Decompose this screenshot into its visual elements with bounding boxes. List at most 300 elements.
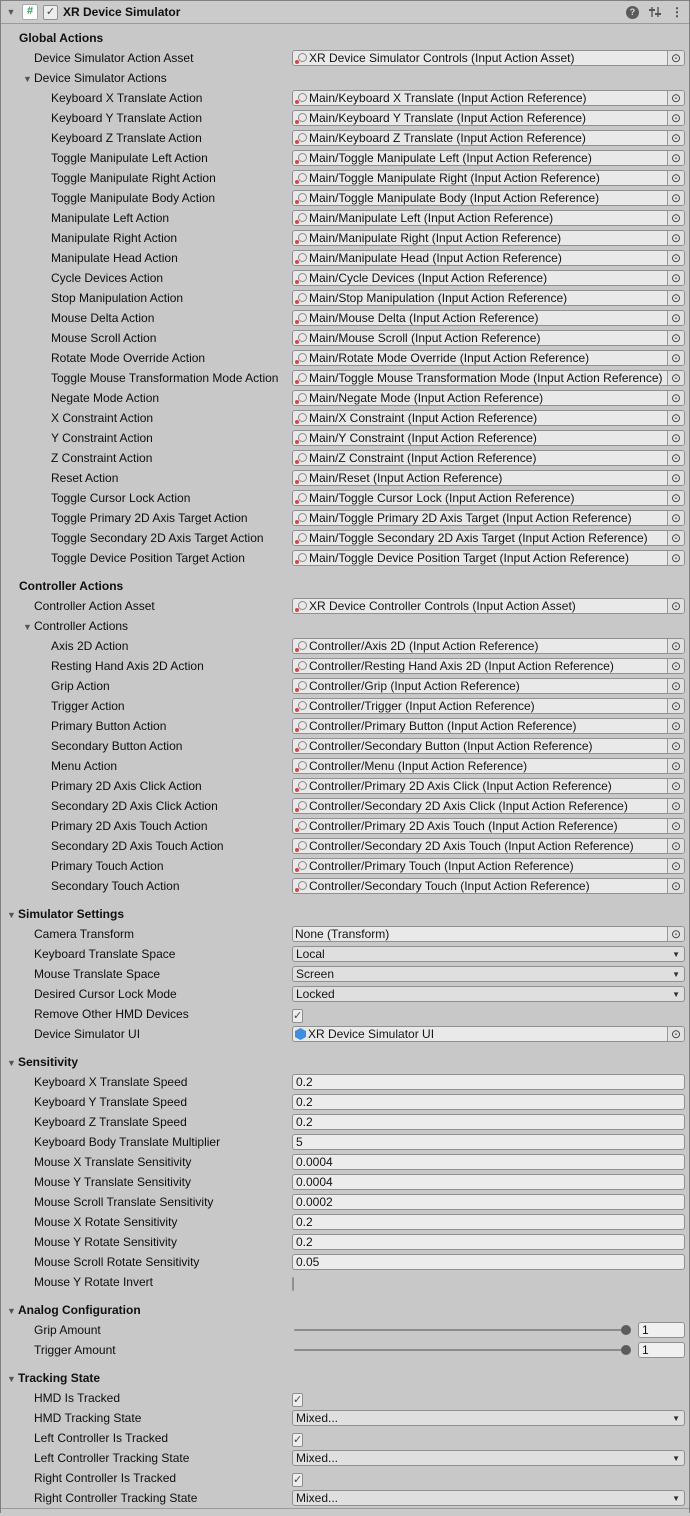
object-picker-button[interactable]: ⊙ [667, 1027, 684, 1041]
row-analog-configuration [1, 1300, 689, 1320]
field-value-area [292, 1174, 685, 1190]
input-action-asset-icon [295, 192, 307, 205]
slider-field [292, 1342, 685, 1358]
field-label-area [1, 1468, 292, 1488]
row-keyboard-y-translate-action [1, 108, 689, 128]
field-label: Controller Action Asset [34, 599, 155, 613]
object-field-value: Main/Keyboard X Translate (Input Action Reference) [309, 91, 587, 105]
object-picker-button[interactable]: ⊙ [667, 491, 684, 505]
foldout-arrow-icon[interactable]: ▼ [7, 1306, 16, 1316]
foldout-arrow-icon[interactable]: ▼ [23, 74, 32, 84]
object-field-value: Main/Toggle Mouse Transformation Mode (Input Action Reference) [309, 371, 663, 385]
object-picker-button[interactable]: ⊙ [667, 251, 684, 265]
field-label-area [1, 188, 292, 208]
object-picker-button[interactable]: ⊙ [667, 799, 684, 813]
object-field[interactable] [292, 150, 685, 166]
input-action-asset-icon [295, 92, 307, 105]
object-picker-button[interactable]: ⊙ [667, 679, 684, 693]
dropdown-value: Mixed... [296, 1491, 339, 1505]
foldout-arrow-icon[interactable]: ▼ [7, 1058, 16, 1068]
field-label-area [1, 128, 292, 148]
input-action-asset-icon [295, 372, 307, 385]
object-picker-button[interactable]: ⊙ [667, 839, 684, 853]
field-label-area [1, 348, 292, 368]
section-label: Global Actions [19, 31, 104, 45]
field-label: Keyboard X Translate Speed [34, 1075, 188, 1089]
object-field[interactable] [292, 50, 685, 66]
object-field[interactable] [292, 310, 685, 326]
slider-number-input[interactable]: 1 [638, 1342, 685, 1358]
field-label-area [1, 1368, 292, 1388]
field-label-area [1, 288, 292, 308]
field-label: Keyboard Y Translate Speed [34, 1095, 187, 1109]
object-field[interactable] [292, 1026, 685, 1042]
header-actions [626, 5, 683, 19]
field-label-area [1, 268, 292, 288]
number-input[interactable]: 0.05 [292, 1254, 685, 1270]
number-input[interactable]: 0.0004 [292, 1174, 685, 1190]
checkbox[interactable]: ✓ [293, 1394, 303, 1406]
object-picker-button[interactable]: ⊙ [667, 927, 684, 941]
foldout-arrow-icon[interactable]: ▼ [7, 1374, 16, 1384]
row-menu-action [1, 756, 689, 776]
object-picker-button[interactable]: ⊙ [667, 659, 684, 673]
field-value-area [292, 1390, 685, 1406]
object-field[interactable] [292, 510, 685, 526]
input-action-asset-icon [295, 212, 307, 225]
object-field[interactable] [292, 270, 685, 286]
object-field[interactable] [292, 170, 685, 186]
object-picker-button[interactable]: ⊙ [667, 151, 684, 165]
number-input[interactable]: 0.0004 [292, 1154, 685, 1170]
field-value-area [292, 330, 685, 346]
field-value-area [292, 110, 685, 126]
input-action-asset-icon [295, 492, 307, 505]
row-mouse-scroll-action [1, 328, 689, 348]
field-label: Mouse Y Rotate Invert [34, 1275, 153, 1289]
field-value-area [292, 150, 685, 166]
checkbox[interactable]: ✓ [293, 1474, 303, 1486]
field-label: Secondary 2D Axis Touch Action [51, 839, 224, 853]
object-field-value: Main/Rotate Mode Override (Input Action Reference) [309, 351, 590, 365]
checkbox[interactable]: ✓ [293, 1010, 303, 1022]
row-device-simulator-ui [1, 1024, 689, 1044]
field-label-area [1, 1428, 292, 1448]
field-label: Manipulate Right Action [51, 231, 178, 245]
object-field[interactable] [292, 678, 685, 694]
field-label: Left Controller Is Tracked [34, 1431, 169, 1445]
field-value-area [292, 1094, 685, 1110]
object-field-value: Controller/Secondary 2D Axis Click (Input Action Reference) [309, 799, 628, 813]
field-label: Mouse Translate Space [34, 967, 161, 981]
field-label-area [1, 696, 292, 716]
section-label: Controller Actions [19, 579, 124, 593]
field-label: Remove Other HMD Devices [34, 1007, 189, 1021]
object-field-value: Main/Reset (Input Action Reference) [309, 471, 503, 485]
field-value-area [292, 470, 685, 486]
input-action-asset-icon [295, 532, 307, 545]
field-label: Primary Button Action [51, 719, 167, 733]
object-picker-button[interactable]: ⊙ [667, 511, 684, 525]
dropdown-field[interactable] [292, 946, 685, 962]
section-spacer [1, 1044, 689, 1052]
object-picker-button[interactable]: ⊙ [667, 351, 684, 365]
field-label: Keyboard X Translate Action [51, 91, 203, 105]
object-picker-button[interactable]: ⊙ [667, 779, 684, 793]
field-label-area [1, 248, 292, 268]
field-value-area [292, 290, 685, 306]
object-field-value: Main/Toggle Manipulate Left (Input Action Reference) [309, 151, 592, 165]
foldout-arrow-icon[interactable]: ▼ [7, 910, 16, 920]
row-manipulate-left-action [1, 208, 689, 228]
object-picker-button[interactable]: ⊙ [667, 639, 684, 653]
field-label-area [1, 1252, 292, 1272]
field-value-area [292, 778, 685, 794]
row-mouse-translate-space [1, 964, 689, 984]
input-action-asset-icon [295, 780, 307, 793]
row-toggle-primary-2d-axis-target-action [1, 508, 689, 528]
object-field-value: Main/Mouse Delta (Input Action Reference) [309, 311, 539, 325]
slider-track[interactable] [294, 1329, 625, 1331]
dropdown-field[interactable] [292, 986, 685, 1002]
field-label: Negate Mode Action [51, 391, 160, 405]
object-field-value: Main/Stop Manipulation (Input Action Reference) [309, 291, 568, 305]
object-field[interactable] [292, 638, 685, 654]
object-field[interactable] [292, 390, 685, 406]
object-picker-button[interactable]: ⊙ [667, 91, 684, 105]
field-value-area [292, 1154, 685, 1170]
object-field[interactable] [292, 470, 685, 486]
object-field[interactable] [292, 738, 685, 754]
dropdown-field[interactable] [292, 966, 685, 982]
object-field-value: Main/Toggle Secondary 2D Axis Target (Input Action Reference) [309, 531, 648, 545]
object-field[interactable] [292, 818, 685, 834]
object-field[interactable] [292, 658, 685, 674]
input-action-asset-icon [295, 172, 307, 185]
input-action-asset-icon [295, 660, 307, 673]
field-value-area [292, 758, 685, 774]
object-picker-button[interactable]: ⊙ [667, 331, 684, 345]
component-title: XR Device Simulator [63, 5, 181, 19]
field-value-area [292, 718, 685, 734]
input-action-asset-icon [295, 252, 307, 265]
row-primary-2d-axis-click-action [1, 776, 689, 796]
object-picker-button[interactable]: ⊙ [667, 719, 684, 733]
row-toggle-cursor-lock-action [1, 488, 689, 508]
input-action-asset-icon [295, 432, 307, 445]
object-picker-button[interactable]: ⊙ [667, 859, 684, 873]
object-field[interactable] [292, 530, 685, 546]
field-label-area [1, 408, 292, 428]
object-field[interactable] [292, 210, 685, 226]
field-label: Mouse Y Translate Sensitivity [34, 1175, 191, 1189]
object-field[interactable] [292, 110, 685, 126]
row-mouse-x-translate-sensitivity [1, 1152, 689, 1172]
number-input[interactable]: 5 [292, 1134, 685, 1150]
field-label: Trigger Action [51, 699, 125, 713]
object-picker-button[interactable]: ⊙ [667, 131, 684, 145]
field-label: Resting Hand Axis 2D Action [51, 659, 204, 673]
object-field[interactable] [292, 190, 685, 206]
object-field[interactable] [292, 758, 685, 774]
field-label-area [1, 1408, 292, 1428]
field-value-area [292, 410, 685, 426]
number-input[interactable]: 0.2 [292, 1214, 685, 1230]
row-left-controller-tracking-state [1, 1448, 689, 1468]
object-picker-button[interactable]: ⊙ [667, 531, 684, 545]
object-picker-button[interactable]: ⊙ [667, 739, 684, 753]
row-mouse-scroll-translate-sensitivity [1, 1192, 689, 1212]
row-reset-action [1, 468, 689, 488]
field-value-area [292, 490, 685, 506]
foldout-label[interactable]: Tracking State [18, 1371, 101, 1385]
object-picker-button[interactable]: ⊙ [667, 599, 684, 613]
object-field[interactable] [292, 350, 685, 366]
input-action-asset-icon [295, 312, 307, 325]
object-field-value: Main/Toggle Manipulate Body (Input Action Reference) [309, 191, 600, 205]
kebab-menu-icon[interactable]: ⋮ [671, 5, 683, 19]
field-label: Mouse Y Rotate Sensitivity [34, 1235, 177, 1249]
object-picker-button[interactable]: ⊙ [667, 231, 684, 245]
object-field[interactable] [292, 698, 685, 714]
object-field[interactable] [292, 250, 685, 266]
object-field[interactable] [292, 598, 685, 614]
object-picker-button[interactable]: ⊙ [667, 271, 684, 285]
input-action-asset-icon [295, 680, 307, 693]
input-action-asset-icon [295, 760, 307, 773]
object-field[interactable] [292, 490, 685, 506]
input-action-asset-icon [295, 552, 307, 565]
row-secondary-button-action [1, 736, 689, 756]
object-picker-button[interactable]: ⊙ [667, 819, 684, 833]
row-controller-action-asset [1, 596, 689, 616]
row-controller-actions [1, 576, 689, 596]
object-picker-button[interactable]: ⊙ [667, 171, 684, 185]
object-field-value: Main/Toggle Device Position Target (Input Action Reference) [309, 551, 629, 565]
object-field-value: Main/X Constraint (Input Action Reference) [309, 411, 538, 425]
row-manipulate-head-action [1, 248, 689, 268]
foldout-label[interactable]: Device Simulator Actions [34, 71, 167, 85]
object-picker-button[interactable]: ⊙ [667, 431, 684, 445]
row-primary-touch-action [1, 856, 689, 876]
row-mouse-scroll-rotate-sensitivity [1, 1252, 689, 1272]
field-label: Left Controller Tracking State [34, 1451, 190, 1465]
foldout-label[interactable]: Controller Actions [34, 619, 129, 633]
object-field-value: Main/Manipulate Left (Input Action Reference) [309, 211, 554, 225]
component-foldout-icon[interactable]: ▼ [6, 7, 16, 17]
object-field-value: Controller/Primary 2D Axis Touch (Input Action Reference) [309, 819, 618, 833]
row-secondary-2d-axis-touch-action [1, 836, 689, 856]
object-field[interactable] [292, 290, 685, 306]
field-value-area [292, 698, 685, 714]
field-label: Grip Action [51, 679, 110, 693]
number-input[interactable]: 0.2 [292, 1074, 685, 1090]
field-value-area [292, 510, 685, 526]
object-picker-button[interactable]: ⊙ [667, 311, 684, 325]
field-label: HMD Tracking State [34, 1411, 142, 1425]
object-field[interactable] [292, 90, 685, 106]
field-label: Keyboard Z Translate Action [51, 131, 202, 145]
row-keyboard-z-translate-action [1, 128, 689, 148]
object-field[interactable] [292, 130, 685, 146]
field-label: Manipulate Left Action [51, 211, 170, 225]
slider-handle[interactable] [621, 1345, 631, 1355]
object-field[interactable] [292, 550, 685, 566]
field-value-area [292, 550, 685, 566]
field-label-area [1, 328, 292, 348]
row-left-controller-is-tracked [1, 1428, 689, 1448]
slider-number-input[interactable]: 1 [638, 1322, 685, 1338]
field-label: X Constraint Action [51, 411, 154, 425]
object-field[interactable] [292, 878, 685, 894]
field-label-area [1, 796, 292, 816]
dropdown-value: Locked [296, 987, 335, 1001]
object-field-value: Main/Cycle Devices (Input Action Reference) [309, 271, 548, 285]
field-label-area [1, 676, 292, 696]
object-field[interactable] [292, 370, 685, 386]
object-field[interactable] [292, 798, 685, 814]
inspector-body [1, 24, 689, 1508]
number-input[interactable]: 0.0002 [292, 1194, 685, 1210]
foldout-label[interactable]: Sensitivity [18, 1055, 79, 1069]
object-field[interactable] [292, 430, 685, 446]
object-picker-button[interactable]: ⊙ [667, 759, 684, 773]
dropdown-value: Screen [296, 967, 335, 981]
object-field[interactable] [292, 230, 685, 246]
field-value-area [292, 370, 685, 386]
object-picker-button[interactable]: ⊙ [667, 411, 684, 425]
row-z-constraint-action [1, 448, 689, 468]
slider-handle[interactable] [621, 1325, 631, 1335]
input-action-asset-icon [295, 272, 307, 285]
field-label-area [1, 1112, 292, 1132]
row-secondary-2d-axis-click-action [1, 796, 689, 816]
field-label-area [1, 1004, 292, 1024]
field-value-area [292, 878, 685, 894]
object-picker-button[interactable]: ⊙ [667, 211, 684, 225]
field-label-area [1, 576, 292, 596]
prefab-icon [295, 1028, 306, 1040]
chevron-down-icon: ▼ [672, 969, 680, 979]
input-action-asset-icon [295, 332, 307, 345]
field-label: Right Controller Tracking State [34, 1491, 198, 1505]
object-picker-button[interactable]: ⊙ [667, 191, 684, 205]
input-action-asset-icon [295, 392, 307, 405]
object-field[interactable] [292, 450, 685, 466]
field-value-area [292, 946, 685, 962]
dropdown-field[interactable] [292, 1450, 685, 1466]
field-label-area [1, 448, 292, 468]
field-label-area [1, 836, 292, 856]
object-field-value: Controller/Primary Touch (Input Action Reference) [309, 859, 574, 873]
object-picker-button[interactable]: ⊙ [667, 111, 684, 125]
number-input[interactable]: 0.2 [292, 1094, 685, 1110]
object-picker-button[interactable]: ⊙ [667, 391, 684, 405]
field-value-area [292, 450, 685, 466]
field-label: Mouse Delta Action [51, 311, 155, 325]
object-field[interactable] [292, 778, 685, 794]
object-picker-button[interactable]: ⊙ [667, 451, 684, 465]
object-field-value: Main/Mouse Scroll (Input Action Reference) [309, 331, 541, 345]
row-mouse-y-translate-sensitivity [1, 1172, 689, 1192]
field-label-area [1, 1072, 292, 1092]
field-label: Toggle Cursor Lock Action [51, 491, 191, 505]
object-field-value: Controller/Primary 2D Axis Click (Input Action Reference) [309, 779, 612, 793]
help-icon[interactable]: ? [626, 6, 639, 19]
object-field[interactable] [292, 838, 685, 854]
row-right-controller-is-tracked [1, 1468, 689, 1488]
field-label: Camera Transform [34, 927, 135, 941]
checkbox[interactable] [292, 1277, 294, 1291]
chevron-down-icon: ▼ [672, 1413, 680, 1423]
dropdown-field[interactable] [292, 1490, 685, 1506]
object-field-value: Controller/Primary Button (Input Action Reference) [309, 719, 577, 733]
object-field-value: Controller/Resting Hand Axis 2D (Input Action Reference) [309, 659, 614, 673]
object-field-value: Controller/Trigger (Input Action Reference) [309, 699, 535, 713]
checkbox[interactable]: ✓ [293, 1434, 303, 1446]
foldout-label[interactable]: Analog Configuration [18, 1303, 141, 1317]
object-picker-button[interactable]: ⊙ [667, 371, 684, 385]
field-label: Primary 2D Axis Click Action [51, 779, 202, 793]
row-secondary-touch-action [1, 876, 689, 896]
object-picker-button[interactable]: ⊙ [667, 51, 684, 65]
object-field[interactable] [292, 718, 685, 734]
slider-track[interactable] [294, 1349, 625, 1351]
chevron-down-icon: ▼ [672, 949, 680, 959]
component-enabled-checkbox[interactable]: ✓ [43, 5, 58, 20]
object-field[interactable] [292, 926, 685, 942]
field-value-area [292, 250, 685, 266]
field-value-area [292, 350, 685, 366]
object-field[interactable] [292, 330, 685, 346]
input-action-asset-icon [295, 132, 307, 145]
field-value-area [292, 926, 685, 942]
input-action-asset-icon [295, 820, 307, 833]
object-picker-button[interactable]: ⊙ [667, 471, 684, 485]
row-hmd-is-tracked [1, 1388, 689, 1408]
row-manipulate-right-action [1, 228, 689, 248]
field-label-area [1, 876, 292, 896]
field-label: Toggle Device Position Target Action [51, 551, 245, 565]
row-toggle-mouse-transformation-mode-action [1, 368, 689, 388]
object-field-value: Main/Keyboard Y Translate (Input Action Reference) [309, 111, 587, 125]
field-label-area [1, 308, 292, 328]
number-input[interactable]: 0.2 [292, 1234, 685, 1250]
field-label-area [1, 1052, 292, 1072]
object-field-value: XR Device Simulator Controls (Input Action Asset) [309, 51, 575, 65]
foldout-arrow-icon[interactable]: ▼ [23, 622, 32, 632]
field-label-area [1, 716, 292, 736]
dropdown-field[interactable] [292, 1410, 685, 1426]
object-field[interactable] [292, 858, 685, 874]
object-picker-button[interactable]: ⊙ [667, 879, 684, 893]
object-picker-button[interactable]: ⊙ [667, 551, 684, 565]
field-label-area [1, 1340, 292, 1360]
foldout-label[interactable]: Simulator Settings [18, 907, 125, 921]
field-label: Manipulate Head Action [51, 251, 178, 265]
presets-icon[interactable] [648, 5, 662, 19]
object-picker-button[interactable]: ⊙ [667, 699, 684, 713]
row-rotate-mode-override-action [1, 348, 689, 368]
object-field[interactable] [292, 410, 685, 426]
chevron-down-icon: ▼ [672, 1493, 680, 1503]
field-label: Secondary Button Action [51, 739, 183, 753]
row-toggle-manipulate-left-action [1, 148, 689, 168]
number-input[interactable]: 0.2 [292, 1114, 685, 1130]
row-grip-amount [1, 1320, 689, 1340]
object-field-value: Main/Manipulate Right (Input Action Reference) [309, 231, 562, 245]
object-picker-button[interactable]: ⊙ [667, 291, 684, 305]
